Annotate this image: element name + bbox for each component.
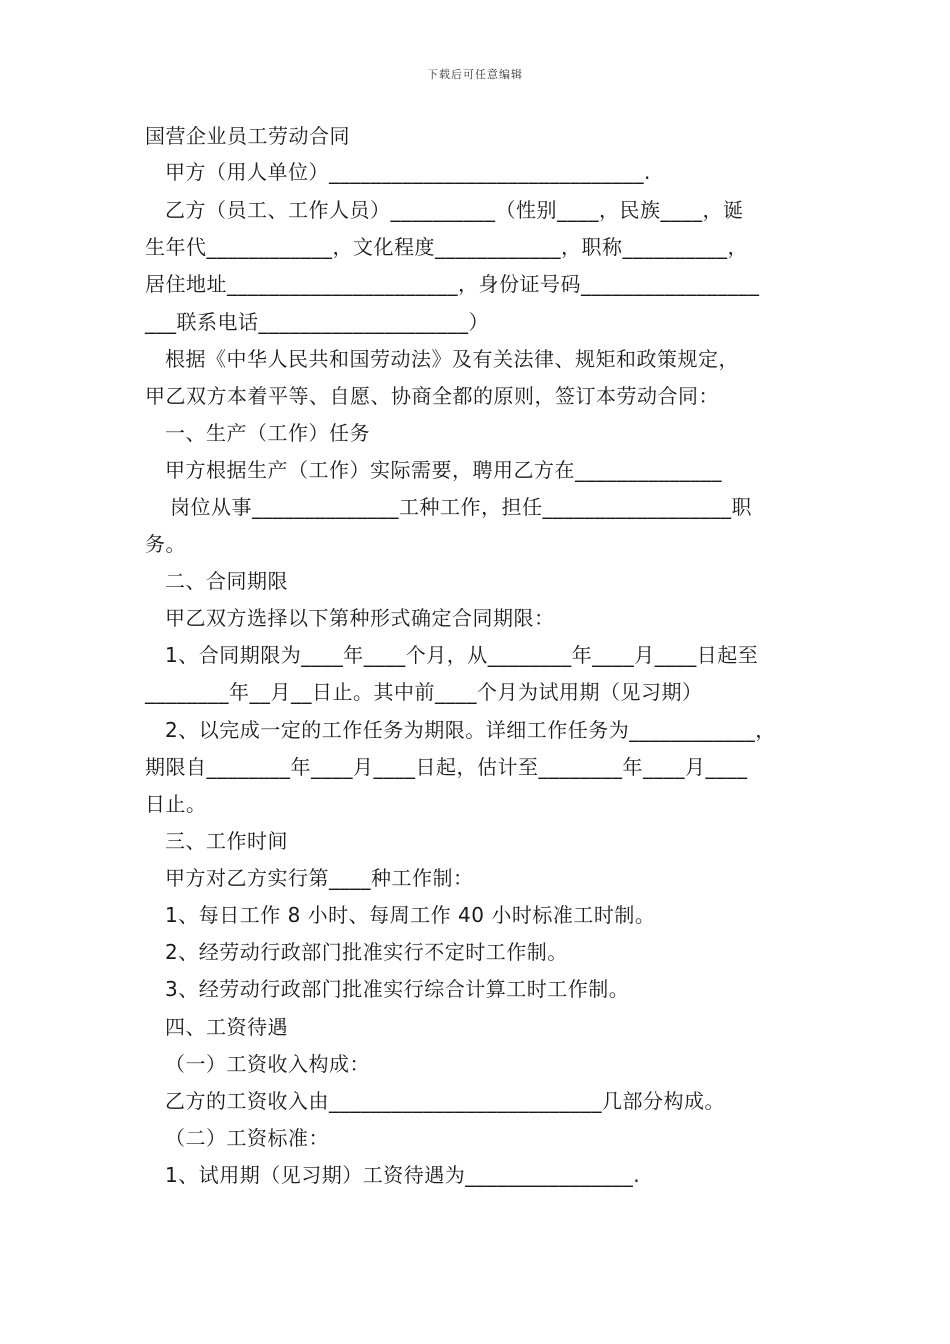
work-system-option-3: 3、经劳动行政部门批准实行综合计算工时工作制。 xyxy=(165,977,630,1001)
wage-subheading-1: （一）工资收入构成： xyxy=(165,1052,370,1076)
term-option-2-line-2: 期限自________年____月____日起，估计至________年____月____ xyxy=(145,755,748,779)
task-line-1: 甲方根据生产（工作）实际需要，聘用乙方在______________ xyxy=(165,458,722,482)
work-system-intro: 甲方对乙方实行第____种工作制： xyxy=(165,866,474,890)
party-b-line-4: ___联系电话____________________） xyxy=(145,310,489,334)
party-b-line-2: 生年代____________，文化程度____________，职称__________， xyxy=(145,235,748,259)
party-a-line: 甲方（用人单位）______________________________. xyxy=(165,160,651,184)
section-heading-3: 三、工作时间 xyxy=(165,829,288,853)
term-option-2-line-3: 日止。 xyxy=(145,792,207,816)
page-header-note: 下载后可任意编辑 xyxy=(427,68,523,81)
section-heading-4: 四、工资待遇 xyxy=(165,1015,288,1039)
task-line-2: 岗位从事______________工种工作，担任__________________职 xyxy=(170,495,752,519)
work-system-option-2: 2、经劳动行政部门批准实行不定时工作制。 xyxy=(165,940,568,964)
wage-subheading-2: （二）工资标准： xyxy=(165,1126,329,1150)
term-intro: 甲乙双方选择以下第种形式确定合同期限： xyxy=(165,606,555,630)
term-option-2-line-1: 2、以完成一定的工作任务为期限。详细工作任务为____________， xyxy=(165,718,776,742)
section-heading-1: 一、生产（工作）任务 xyxy=(165,421,370,445)
term-option-1-line-1: 1、合同期限为____年____个月，从________年____月____日起至 xyxy=(165,643,759,667)
party-b-line-1: 乙方（员工、工作人员）__________（性别____，民族____，诞 xyxy=(165,198,744,222)
preamble-line-2: 甲乙双方本着平等、自愿、协商全都的原则，签订本劳动合同： xyxy=(145,384,719,408)
party-b-line-3: 居住地址______________________，身份证号码_________________ xyxy=(145,272,760,296)
probation-wage-line: 1、试用期（见习期）工资待遇为________________. xyxy=(165,1163,641,1187)
section-heading-2: 二、合同期限 xyxy=(165,569,288,593)
work-system-option-1: 1、每日工作 8 小时、每周工作 40 小时标准工时制。 xyxy=(165,903,656,927)
document-title: 国营企业员工劳动合同 xyxy=(145,124,350,148)
preamble-line-1: 根据《中华人民共和国劳动法》及有关法律、规矩和政策规定， xyxy=(165,347,739,371)
task-line-3: 务。 xyxy=(145,532,186,556)
wage-composition-line: 乙方的工资收入由__________________________几部分构成。 xyxy=(165,1089,725,1113)
term-option-1-line-2: ________年__月__日止。其中前____个月为试用期（见习期） xyxy=(145,680,703,704)
